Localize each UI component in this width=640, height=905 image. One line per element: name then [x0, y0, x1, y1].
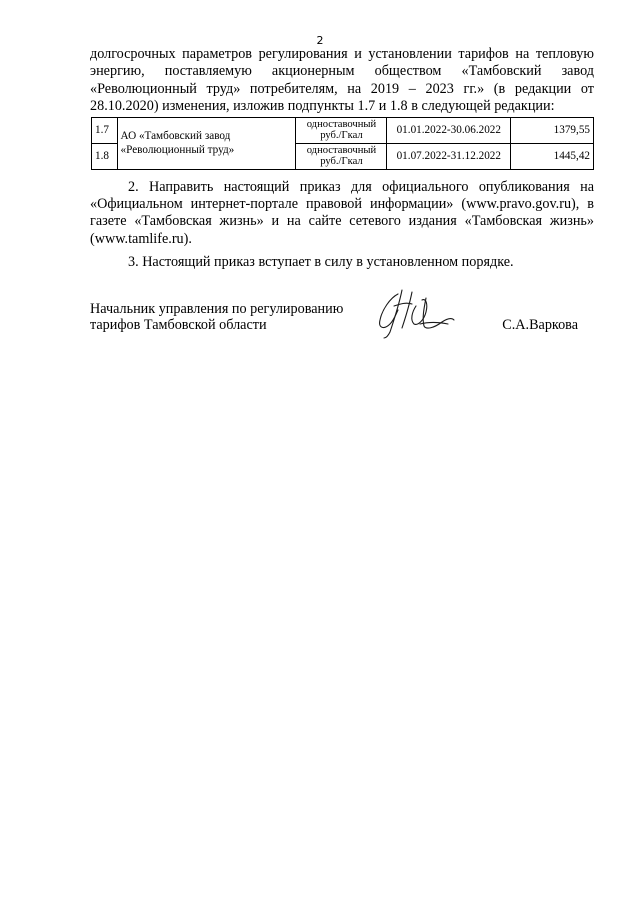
- row-number: 1.7: [92, 117, 118, 143]
- handwritten-signature-icon: [372, 284, 458, 340]
- tariff-value-cell: 1445,42: [511, 143, 594, 169]
- document-body: [90, 46, 594, 272]
- paragraph-2: 2. Направить настоящий приказ для официального опубликования на «Официальном интернет-портале правовой информации» (www.pravo.gov.ru), в газете «Тамбовская жизнь» и на сайте сетевого издания «Тамбовская жизнь» (www.tamlife.ru).: [90, 178, 594, 247]
- organization-cell: АО «Тамбовский завод «Революционный труд»: [117, 117, 296, 169]
- table-row: [92, 117, 594, 143]
- tariff-table: [91, 117, 594, 170]
- tariff-value-cell: 1379,55: [511, 117, 594, 143]
- tariff-type-cell: одноставочный руб./Гкал: [296, 117, 387, 143]
- period-cell: 01.07.2022-31.12.2022: [387, 143, 511, 169]
- intro-paragraph: долгосрочных параметров регулирования и установлении тарифов на тепловую энергию, поставляемую акционерным обществом «Тамбовский завод «Революционный труд» потребителям, на 2019 – 2023 гг.» (в редакции от 28.10.2020) изменения, изложив подпункты 1.7 и 1.8 в следующей редакции:: [90, 46, 594, 115]
- tariff-type-cell: одноставочный руб./Гкал: [296, 143, 387, 169]
- paragraph-3: 3. Настоящий приказ вступает в силу в установленном порядке.: [128, 254, 514, 271]
- signer-name: С.А.Варкова: [502, 317, 578, 333]
- signer-title: [90, 302, 343, 333]
- signer-title-line: тарифов Тамбовской области: [90, 316, 267, 333]
- row-number: 1.8: [92, 143, 118, 169]
- period-cell: 01.01.2022-30.06.2022: [387, 117, 511, 143]
- page-number: 2: [316, 34, 324, 47]
- signer-title-line: Начальник управления по регулированию: [90, 301, 344, 317]
- signature-block: [90, 302, 594, 342]
